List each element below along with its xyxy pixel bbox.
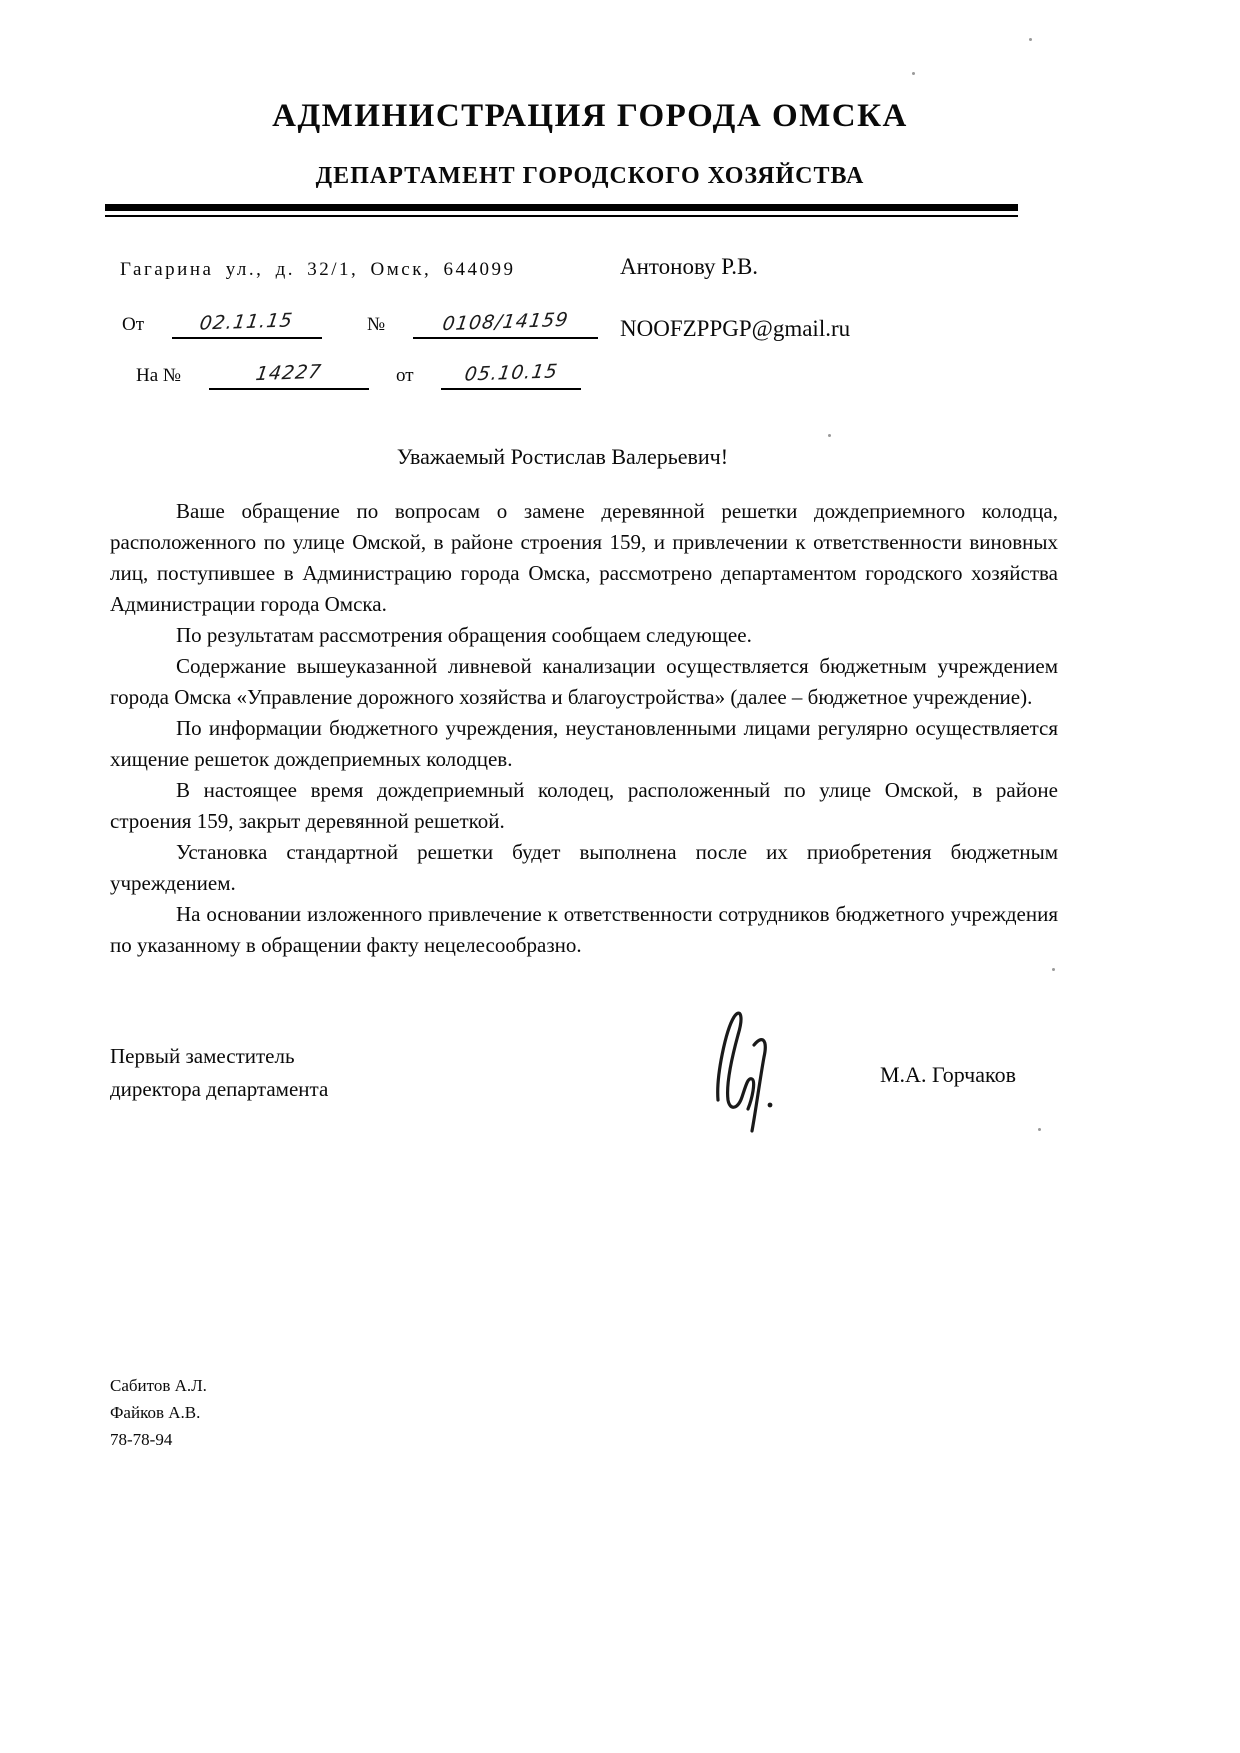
paragraph: Содержание вышеуказанной ливневой канализации осуществляется бюджетным учреждением города Омска «Управление дорожного хозяйства и благоустройства» (далее – бюджетное учреждение). xyxy=(110,654,1058,709)
incoming-date-field xyxy=(441,360,581,390)
paragraph: Установка стандартной решетки будет выполнена после их приобретения бюджетным учреждением. xyxy=(110,840,1058,895)
incoming-number-field xyxy=(209,360,369,390)
department-title: ДЕПАРТАМЕНТ ГОРОДСКОГО ХОЗЯЙСТВА xyxy=(315,163,865,189)
paragraph: В настоящее время дождеприемный колодец, расположенный по улице Омской, в районе строения 159, закрыт деревянной решеткой. xyxy=(110,778,1058,833)
executor-name: Сабитов А.Л. xyxy=(110,1376,207,1395)
paragraph: По результатам рассмотрения обращения сообщаем следующее. xyxy=(176,623,752,647)
executor-name: Файков А.В. xyxy=(110,1403,201,1422)
number-label: № xyxy=(367,314,386,335)
paragraph: На основании изложенного привлечение к ответственности сотрудников бюджетного учреждения по указанному в обращении факту нецелесообразно. xyxy=(110,902,1058,957)
scan-speck xyxy=(1052,968,1055,971)
paragraph: По информации бюджетного учреждения, неустановленными лицами регулярно осуществляется хищение решеток дождеприемных колодцев. xyxy=(110,716,1058,771)
letterhead-rule-thick xyxy=(105,204,1018,211)
outgoing-number-row xyxy=(122,308,598,339)
outgoing-number-field xyxy=(413,308,598,339)
executor-phone: 78-78-94 xyxy=(110,1430,173,1449)
scan-speck xyxy=(828,434,831,437)
scan-speck xyxy=(1038,1128,1041,1131)
signer-position-line2: директора департамента xyxy=(110,1077,329,1101)
sender-address: Гагарина ул., д. 32/1, Омск, 644099 xyxy=(120,259,516,280)
paragraph: Ваше обращение по вопросам о замене деревянной решетки дождеприемного колодца, расположенного по улице Омской, в районе строения 159, и привлечении к ответственности виновных лиц, поступившее в Администрацию города Омска, рассмотрено департаментом городского хозяйства Администрации города Омска. xyxy=(110,499,1058,616)
from-date-field xyxy=(172,309,322,339)
scan-speck xyxy=(912,72,915,75)
recipient-email: NOOFZPPGP@gmail.ru xyxy=(620,316,851,341)
letterhead-rule-thin xyxy=(105,215,1018,217)
executor-block xyxy=(110,1372,207,1453)
salutation: Уважаемый Ростислав Валерьевич! xyxy=(396,444,729,469)
from-label: От xyxy=(122,314,145,335)
reply-label: На № xyxy=(136,365,182,386)
reply-date-label: от xyxy=(396,365,414,386)
recipient-name: Антонову Р.В. xyxy=(620,254,759,279)
signer-position xyxy=(110,1040,328,1106)
letter-body xyxy=(110,496,1058,961)
signer-name: М.А. Горчаков xyxy=(880,1062,1016,1087)
outgoing-number-handwritten: 0108/14159 xyxy=(440,308,570,336)
scan-speck xyxy=(1029,38,1032,41)
incoming-number-row xyxy=(136,360,581,390)
handwritten-signature-icon xyxy=(688,1005,798,1145)
organization-title: АДМИНИСТРАЦИЯ ГОРОДА ОМСКА xyxy=(272,98,908,134)
from-date-handwritten: 02.11.15 xyxy=(198,309,295,335)
signer-position-line1: Первый заместитель xyxy=(110,1044,295,1068)
incoming-date-handwritten: 05.10.15 xyxy=(462,360,560,386)
incoming-number-handwritten: 14227 xyxy=(254,360,324,386)
